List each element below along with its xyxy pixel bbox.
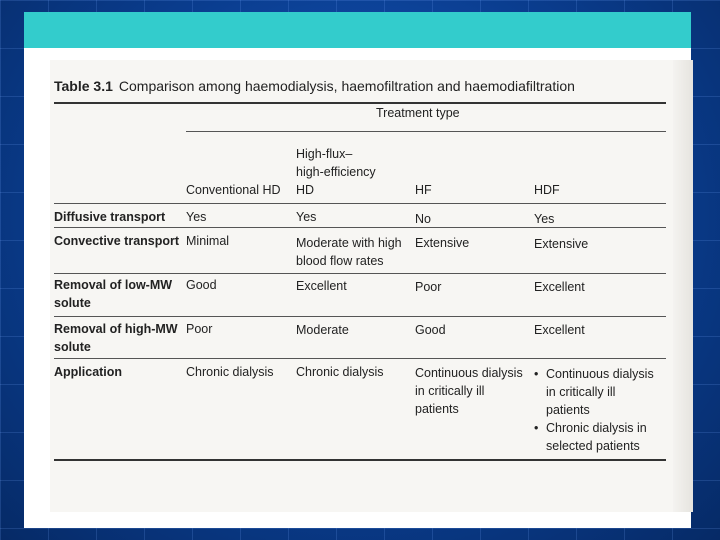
row-label-application: Application (54, 365, 123, 379)
table-cell: Chronic dialysis (296, 365, 384, 379)
table-cell: Extensive (534, 237, 589, 251)
table-cell: Moderate with high blood flow rates (296, 236, 402, 268)
list-item: • Chronic dialysis in selected patients (534, 419, 654, 455)
table-cell: Moderate (296, 323, 349, 337)
table-cell: Excellent (534, 323, 585, 337)
row-rule (54, 227, 666, 228)
table-cell: Poor (186, 322, 213, 336)
row-rule (54, 316, 666, 317)
row-rule (54, 273, 666, 274)
header-rule (54, 203, 666, 204)
column-header-conventional-hd: Conventional HD (186, 183, 281, 197)
row-rule (54, 358, 666, 359)
slide-title-bar (24, 12, 691, 48)
bottom-rule (54, 459, 666, 461)
column-header-hdf: HDF (534, 183, 560, 197)
table-cell: Good (186, 278, 217, 292)
row-label-low-mw-solute: Removal of low-MW solute (54, 278, 173, 310)
list-item: • Continuous dialysis in critically ill patients (534, 365, 654, 419)
table-cell: No (415, 212, 431, 226)
column-header-high-flux-hd: High-flux– high-efficiency HD (296, 147, 376, 197)
table-cell: Extensive (415, 236, 470, 250)
table-cell: Chronic dialysis (186, 365, 274, 379)
group-header-rule (186, 131, 666, 132)
row-label-high-mw-solute: Removal of high-MW solute (54, 322, 178, 354)
table-cell: Excellent (534, 280, 585, 294)
row-label-convective-transport: Convective transport (54, 234, 180, 248)
table-cell: Continuous dialysis in critically ill patients (415, 366, 523, 416)
table-cell: Excellent (296, 279, 347, 293)
table-cell: Yes (296, 210, 317, 224)
table-cell: Yes (186, 210, 207, 224)
table-caption (54, 78, 575, 94)
page-edge-shadow (673, 60, 693, 512)
row-label-diffusive-transport: Diffusive transport (54, 210, 166, 224)
table-cell: Good (415, 323, 446, 337)
slide (24, 12, 691, 528)
table-cell: Minimal (186, 234, 230, 248)
table-cell: Poor (415, 280, 442, 294)
table-cell: Yes (534, 212, 555, 226)
top-rule (54, 102, 666, 104)
table-number: Table 3.1 (54, 78, 113, 94)
table-title: Comparison among haemodialysis, haemofiltration and haemodiafiltration (118, 78, 575, 94)
treatment-type-header: Treatment type (376, 106, 460, 120)
column-header-hf: HF (415, 183, 432, 197)
hdf-application-list (534, 365, 654, 455)
scanned-table-image (50, 60, 693, 512)
